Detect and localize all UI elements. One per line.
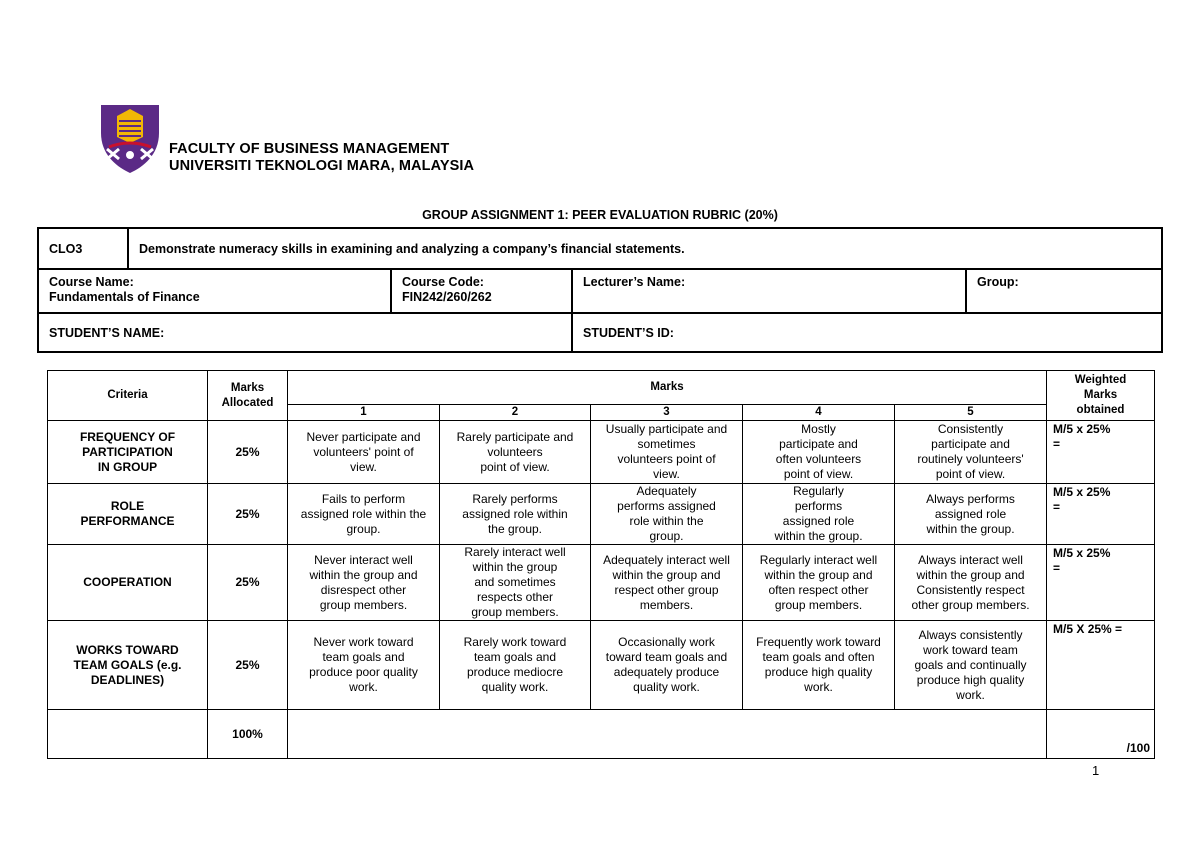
rubric-row-role-performance (48, 484, 1155, 545)
level-2-descriptor[interactable]: Rarely interact well within the group and sometimes respects other group members. (440, 545, 591, 621)
level-3-header: 3 (591, 405, 743, 421)
level-1-descriptor[interactable]: Never participate and volunteers' point of view. (288, 421, 440, 484)
weighted-marks-cell[interactable]: M/5 x 25% = (1047, 484, 1155, 545)
criteria-cell: FREQUENCY OF PARTICIPATION IN GROUP (48, 421, 208, 484)
student-name-label: STUDENT’S NAME: (49, 325, 165, 340)
group-label: Group: (977, 275, 1019, 289)
weighted-marks-cell[interactable]: M/5 x 25% = (1047, 545, 1155, 621)
level-5-descriptor[interactable]: Always consistently work toward team goals and continually produce high quality work. (895, 621, 1047, 710)
level-1-descriptor[interactable]: Fails to perform assigned role within the group. (288, 484, 440, 545)
level-1-descriptor[interactable]: Never work toward team goals and produce poor quality work. (288, 621, 440, 710)
level-3-descriptor[interactable]: Usually participate and sometimes volunteers point of view. (591, 421, 743, 484)
criteria-cell: COOPERATION (48, 545, 208, 621)
group-cell[interactable] (966, 269, 1162, 313)
criteria-cell: WORKS TOWARD TEAM GOALS (e.g. DEADLINES) (48, 621, 208, 710)
lecturer-name-cell[interactable] (572, 269, 966, 313)
level-1-header: 1 (288, 405, 440, 421)
level-4-descriptor[interactable]: Mostly participate and often volunteers point of view. (743, 421, 895, 484)
marks-allocated-cell: 25% (208, 484, 288, 545)
clo-code: CLO3 (38, 228, 128, 269)
level-3-descriptor[interactable]: Occasionally work toward team goals and adequately produce quality work. (591, 621, 743, 710)
peer-evaluation-rubric-table (47, 370, 1155, 759)
marks-header: Marks (288, 371, 1047, 405)
university-name: UNIVERSITI TEKNOLOGI MARA, MALAYSIA (169, 158, 475, 174)
level-2-descriptor[interactable]: Rarely work toward team goals and produce mediocre quality work. (440, 621, 591, 710)
weighted-marks-cell[interactable]: M/5 X 25% = (1047, 621, 1155, 710)
level-3-descriptor[interactable]: Adequately performs assigned role within the group. (591, 484, 743, 545)
student-name-cell[interactable] (38, 313, 572, 352)
level-3-descriptor[interactable]: Adequately interact well within the group and respect other group members. (591, 545, 743, 621)
weighted-marks-header: Weighted Marks obtained (1047, 371, 1155, 421)
marks-allocated-header: Marks Allocated (208, 371, 288, 421)
page-number: 1 (1092, 763, 1100, 778)
rubric-row-cooperation (48, 545, 1155, 621)
course-name-label: Course Name: (49, 275, 134, 289)
level-2-descriptor[interactable]: Rarely participate and volunteers point of view. (440, 421, 591, 484)
student-id-label: STUDENT’S ID: (583, 325, 674, 340)
lecturer-name-label: Lecturer’s Name: (583, 275, 686, 289)
course-info-table (37, 227, 1163, 353)
level-5-header: 5 (895, 405, 1047, 421)
level-1-descriptor[interactable]: Never interact well within the group and disrespect other group members. (288, 545, 440, 621)
course-name-value: Fundamentals of Finance (49, 290, 200, 304)
criteria-header: Criteria (48, 371, 208, 421)
criteria-cell: ROLE PERFORMANCE (48, 484, 208, 545)
uitm-crest-icon (99, 103, 161, 175)
level-5-descriptor[interactable]: Consistently participate and routinely volunteers' point of view. (895, 421, 1047, 484)
level-2-header: 2 (440, 405, 591, 421)
total-score[interactable]: /100 (1047, 710, 1155, 759)
course-code-label: Course Code: (402, 275, 484, 289)
level-5-descriptor[interactable]: Always interact well within the group and Consistently respect other group members. (895, 545, 1047, 621)
level-4-descriptor[interactable]: Frequently work toward team goals and often produce high quality work. (743, 621, 895, 710)
level-4-header: 4 (743, 405, 895, 421)
total-allocated: 100% (208, 710, 288, 759)
level-4-descriptor[interactable]: Regularly performs assigned role within the group. (743, 484, 895, 545)
course-code-value: FIN242/260/262 (402, 290, 492, 304)
marks-allocated-cell: 25% (208, 421, 288, 484)
weighted-marks-cell[interactable]: M/5 x 25% = (1047, 421, 1155, 484)
level-2-descriptor[interactable]: Rarely performs assigned role within the group. (440, 484, 591, 545)
course-name-cell (38, 269, 391, 313)
clo-description: Demonstrate numeracy skills in examining and analyzing a company’s financial statements. (128, 228, 1162, 269)
document-title: GROUP ASSIGNMENT 1: PEER EVALUATION RUBRIC (20%) (422, 208, 778, 222)
level-4-descriptor[interactable]: Regularly interact well within the group and often respect other group members. (743, 545, 895, 621)
course-code-cell (391, 269, 572, 313)
marks-allocated-cell: 25% (208, 545, 288, 621)
level-5-descriptor[interactable]: Always performs assigned role within the group. (895, 484, 1047, 545)
faculty-name: FACULTY OF BUSINESS MANAGEMENT (169, 141, 450, 157)
student-id-cell[interactable] (572, 313, 1162, 352)
total-criteria-cell (48, 710, 208, 759)
rubric-row-works-toward-team-goals-e-g-deadlines (48, 621, 1155, 710)
rubric-row-frequency-of-participation-in-group (48, 421, 1155, 484)
marks-allocated-cell: 25% (208, 621, 288, 710)
total-marks-cell (288, 710, 1047, 759)
